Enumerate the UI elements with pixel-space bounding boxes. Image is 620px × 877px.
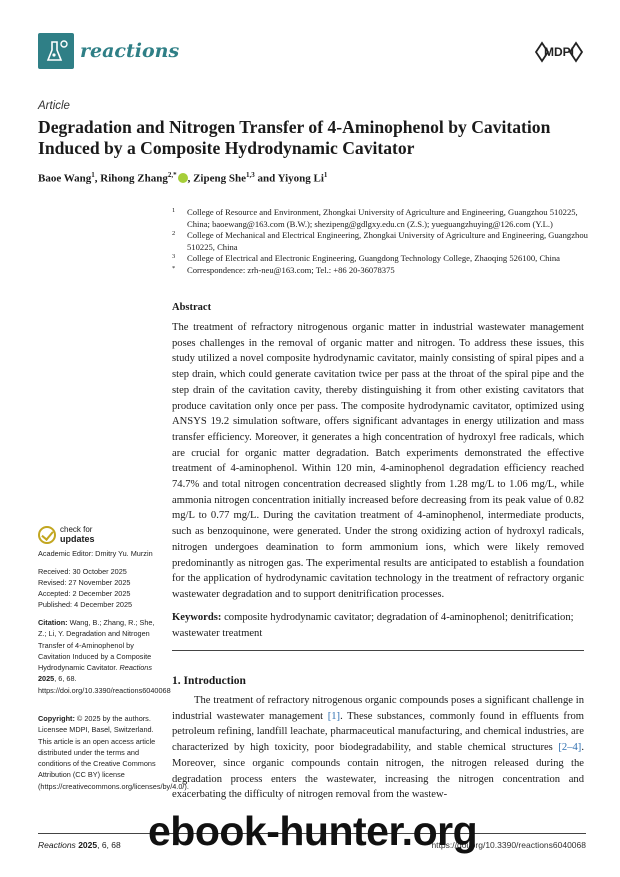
reference-link[interactable]: [2–4] xyxy=(558,742,582,754)
author-name[interactable]: Rihong Zhang xyxy=(100,172,168,185)
keywords: Keywords: composite hydrodynamic cavitator; degradation of 4-aminophenol; denitrification; wastewater treatment xyxy=(172,612,574,639)
affiliations xyxy=(172,207,592,277)
accepted-date: Accepted: 2 December 2025 xyxy=(38,589,131,598)
revised-date: Revised: 27 November 2025 xyxy=(38,578,131,587)
abstract-heading: Abstract xyxy=(172,302,212,313)
affiliation-item: 2 College of Mechanical and Electrical Engineering, Zhongkai University of Agriculture and Engineering, Guangzhou 510225, China xyxy=(172,230,588,252)
article-type: Article xyxy=(38,100,70,112)
correspondence: * Correspondence: zrh-neu@163.com; Tel.: +86 20-36078375 xyxy=(172,264,395,275)
abstract-text: The treatment of refractory nitrogenous organic matter in industrial wastewater management poses challenges in the removal of organic matter and nitrogen. To address these issues, this study utilized a novel composite hydrodynamic cavitator, mainly consisting of spiral pipes and a step drain, which could generate cavitation twice per pass at the throat of the spiral pipe and the step drain of the cavitation cavity, thereby distinguishing it from other existing cavitators that produce cavitation only once per pass. The composite hydrodynamic cavitator, optimized using ANSYS 19.2 simulation software, offers significant advantages in energy utilization and mass transfer efficiency. Moreover, it generates a high concentration of hydroxyl free radicals, which are crucial for organic matter degradation. Batch experiments demonstrated the effective treatment of 4-aminophenol. Within 120 min, 4-aminophenol degradation efficiency reached 74.7% and total nitrogen concentration decreased slightly from 1.28 mg/L to 1.06 mg/L, while ammonia nitrogen concentration initially increased before decreasing from its peak value of 0.82 mg/L to 0.77 mg/L. During the cavitation treatment of 4-aminophenol, intermediate products, such as benzoquinone, were generated. Under the strong oxidizing action of hydroxyl radicals, nitrogen undergoes deamination to form ammonium ions, which were likely removed predominantly as nitrogen gas. The experimental results are anticipated to establish a foundation for the application of hydrodynamic cavitation technology in the treatment of refractory organic wastewater degradation and to support denitrification processes. xyxy=(172,322,584,600)
footer-citation: Reactions 2025, 6, 68 xyxy=(38,840,121,850)
author-name[interactable]: Baoe Wang xyxy=(38,172,92,185)
copyright: Copyright: © 2025 by the authors. Licensee MDPI, Basel, Switzerland. This article is an open access article distributed under the terms and conditions of the Creative Commons Attribution (CC BY) license (https://creativecommons.org/licenses/by/4.0/). xyxy=(38,714,189,791)
author-name[interactable]: Yiyong Li xyxy=(277,172,324,185)
check-icon xyxy=(38,526,56,544)
published-date: Published: 4 December 2025 xyxy=(38,600,133,609)
affiliation-item: 1 College of Resource and Environment, Zhongkai University of Agriculture and Engineering, Guangzhou 510225, China; baoewang@163.com (B.W.); shezipeng@gdlgxy.edu.cn (Z.S.); yueguangzhuying@126.com (Y.L.) xyxy=(172,207,578,229)
section-divider xyxy=(172,650,584,651)
article-title: Degradation and Nitrogen Transfer of 4-Aminophenol by Cavitation Induced by a Composite Hydrodynamic Cavitator xyxy=(38,117,551,158)
section-heading: 1. Introduction xyxy=(172,675,246,687)
reference-link[interactable]: [1] xyxy=(327,710,341,722)
publisher-name: MDPI xyxy=(544,45,574,59)
academic-editor: Academic Editor: Dmitry Yu. Murzin xyxy=(38,549,153,558)
citation: Citation: Wang, B.; Zhang, R.; She, Z.; Li, Y. Degradation and Nitrogen Transfer of 4-Aminophenol by Cavitation Induced by a Composite Hydrodynamic Cavitator. Reactions 2025, 6, 68. https://doi.org/10.3390/reactions6040068 xyxy=(38,618,171,695)
orcid-icon[interactable] xyxy=(178,173,188,183)
received-date: Received: 30 October 2025 xyxy=(38,567,127,576)
author-name[interactable]: Zipeng She xyxy=(193,172,246,185)
journal-name: reactions xyxy=(80,40,180,62)
watermark: ebook-hunter.org xyxy=(148,808,478,854)
affiliation-item: 3 College of Electrical and Electronic Engineering, Guangdong Technology College, Zhaoqing 526100, China xyxy=(172,253,560,264)
introduction-text: The treatment of refractory nitrogenous organic compounds poses a significant challenge in industrial wastewater management [1]. These substances, commonly found in effluents from petroleum refining, landfill leachate, pharmaceutical manufacturing, and chemical industries, are characterized by high toxicity, poor biodegradability, and stable chemical structures [2–4]. Moreover, since organic compounds contain nitrogen, the nitrogen released during the degradation process enters the wastewater, increasing the nitrogen concentration and exacerbating the difficulty of nitrogen removal from the wastew- xyxy=(172,695,585,801)
author-list: Baoe Wang$^1$, Rihong Zhang$^{2,*}$ , Zipeng She$^{1,3}$ and Yiyong Li$^1$ xyxy=(38,171,328,185)
footer-doi-link[interactable]: https://doi.org/10.3390/reactions6040068 xyxy=(431,840,586,850)
journal-logo-icon xyxy=(38,33,74,69)
mdpi-logo-icon xyxy=(532,40,586,64)
check-for-updates-badge[interactable]: check for updates xyxy=(38,524,128,546)
